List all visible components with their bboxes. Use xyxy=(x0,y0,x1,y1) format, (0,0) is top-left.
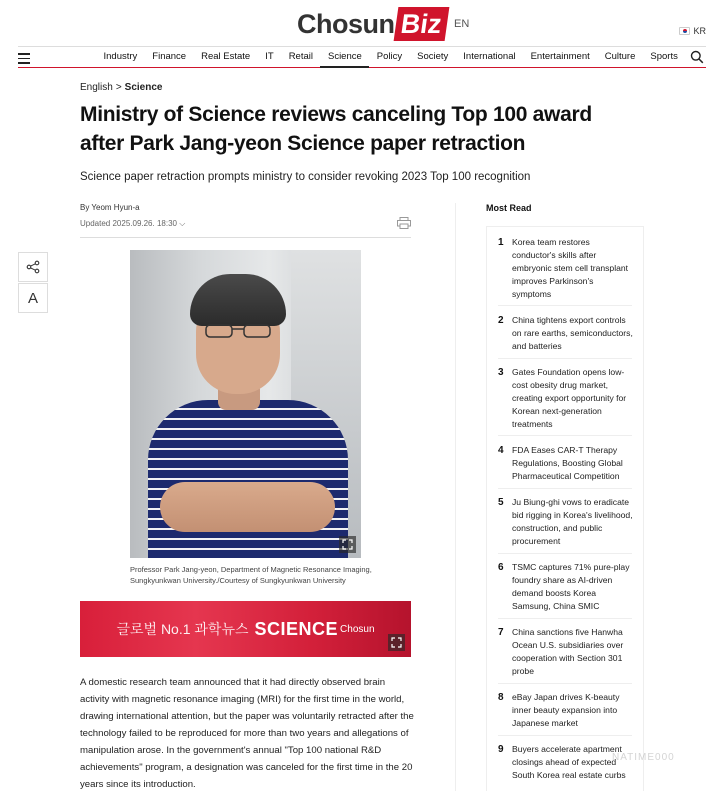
column-divider xyxy=(455,203,456,791)
most-read-link[interactable]: TSMC captures 71% pure-play foundry share as AI-driven demand boosts Korea Samsung, China SMIC xyxy=(512,562,630,611)
article-subhead: Science paper retraction prompts ministry to consider revoking 2023 Top 100 recognition xyxy=(80,171,531,183)
print-icon[interactable] xyxy=(397,217,411,229)
most-read-rank: 1 xyxy=(498,237,504,248)
most-read-link[interactable]: Korea team restores conductor's skills after embryonic stem cell transplant improves Parkinson's symptoms xyxy=(512,237,629,299)
most-read-item[interactable] xyxy=(498,626,634,678)
most-read-item[interactable] xyxy=(498,366,634,431)
banner-brand-suffix: Chosun xyxy=(340,623,375,635)
photo-caption: Professor Park Jang-yeon, Department of Magnetic Resonance Imaging, Sungkyunkwan University./Courtesy of Sungkyunkwan University xyxy=(130,565,372,585)
site-logo[interactable] xyxy=(297,8,469,40)
nav-item-international[interactable]: International xyxy=(463,51,516,62)
nav-item-entertainment[interactable]: Entertainment xyxy=(530,51,590,62)
breadcrumb xyxy=(80,82,162,93)
most-read-rank: 4 xyxy=(498,445,504,456)
most-read-item[interactable] xyxy=(498,236,634,301)
most-read-rank: 2 xyxy=(498,315,504,326)
font-size-button[interactable] xyxy=(18,283,48,313)
most-read-rank: 8 xyxy=(498,692,504,703)
nav-item-policy[interactable]: Policy xyxy=(376,51,403,62)
font-size-label: A xyxy=(27,289,38,307)
most-read-rank: 5 xyxy=(498,497,504,508)
search-icon[interactable] xyxy=(690,50,704,64)
article-byline[interactable]: By Yeom Hyun-a xyxy=(80,203,140,212)
most-read-rank: 6 xyxy=(498,562,504,573)
most-read-rank: 3 xyxy=(498,367,504,378)
most-read-rank: 9 xyxy=(498,744,504,755)
article-body: A domestic research team announced that it had directly observed brain activity with magnetic resonance imaging (MRI) for the first time in the world, drawing international attention, but the paper was voluntarily retracted after the technology failed to be reproduced for more than two years and allegations of manipulation arose. In the government's annual "Top 100 national R&D achievements" program, a designation was canceled for the first time in the 20 years since its introduction. xyxy=(80,677,414,790)
hamburger-menu-icon[interactable] xyxy=(18,50,30,64)
most-read-title: Most Read xyxy=(486,203,532,213)
breadcrumb-separator: > xyxy=(115,82,122,93)
main-navigation xyxy=(18,46,706,68)
nav-item-it[interactable]: IT xyxy=(265,51,274,62)
most-read-link[interactable]: China sanctions five Hanwha Ocean U.S. subsidiaries over cooperation with Section 301 probe xyxy=(512,627,624,676)
breadcrumb-root[interactable]: English xyxy=(80,82,113,93)
most-read-link[interactable]: eBay Japan drives K-beauty inner beauty expansion into Japanese market xyxy=(512,692,620,728)
nav-item-science[interactable]: Science xyxy=(320,47,369,68)
share-button[interactable] xyxy=(18,252,48,282)
banner-expand-icon[interactable] xyxy=(388,634,405,651)
nav-links xyxy=(96,47,685,68)
header-divider xyxy=(80,237,411,238)
most-read-link[interactable]: FDA Eases CAR-T Therapy Regulations, Boosting Global Pharmaceutical Competition xyxy=(512,445,623,481)
korea-flag-icon xyxy=(679,27,690,35)
logo-biz: Biz xyxy=(393,7,448,41)
nav-item-sports[interactable]: Sports xyxy=(650,51,678,62)
most-read-rank: 7 xyxy=(498,627,504,638)
expand-image-icon[interactable] xyxy=(339,536,356,553)
nav-item-society[interactable]: Society xyxy=(417,51,449,62)
watermark: NATIME000 xyxy=(612,752,675,763)
share-icon xyxy=(26,260,40,274)
language-switch[interactable] xyxy=(679,26,706,36)
nav-item-culture[interactable]: Culture xyxy=(604,51,636,62)
most-read-item[interactable] xyxy=(498,561,634,613)
most-read-item[interactable] xyxy=(498,691,634,730)
nav-item-finance[interactable]: Finance xyxy=(152,51,187,62)
article-photo[interactable] xyxy=(130,250,361,558)
most-read-link[interactable]: Buyers accelerate apartment closings ahead of expected South Korea real estate curbs xyxy=(512,744,626,780)
most-read-item[interactable] xyxy=(498,314,634,353)
most-read-item[interactable] xyxy=(498,496,634,548)
science-chosun-banner[interactable] xyxy=(80,601,411,657)
banner-tagline: 글로벌 No.1 과학뉴스 xyxy=(116,621,249,637)
most-read-link[interactable]: Gates Foundation opens low-cost obesity drug market, creating export opportunity for Korean next-generation treatments xyxy=(512,367,627,429)
most-read-item[interactable] xyxy=(498,444,634,483)
nav-item-real-estate[interactable]: Real Estate xyxy=(201,51,251,62)
nav-item-retail[interactable]: Retail xyxy=(288,51,313,62)
nav-item-industry[interactable]: Industry xyxy=(103,51,138,62)
banner-brand: SCIENCE xyxy=(254,618,339,639)
logo-word: Chosun xyxy=(297,8,395,39)
article-updated[interactable]: Updated 2025.09.26. 18:30 ⌵ xyxy=(80,219,186,228)
edition-label: EN xyxy=(454,18,470,30)
language-label: KR xyxy=(693,26,706,36)
breadcrumb-section[interactable]: Science xyxy=(124,82,163,93)
most-read-link[interactable]: Ju Biung-ghi vows to eradicate bid rigging in Korea's livelihood, construction, and public procurement xyxy=(512,497,633,546)
article-headline: Ministry of Science reviews canceling Top 100 award after Park Jang-yeon Science paper retraction xyxy=(80,103,592,155)
most-read-link[interactable]: China tightens export controls on rare earths, semiconductors, and batteries xyxy=(512,315,633,351)
